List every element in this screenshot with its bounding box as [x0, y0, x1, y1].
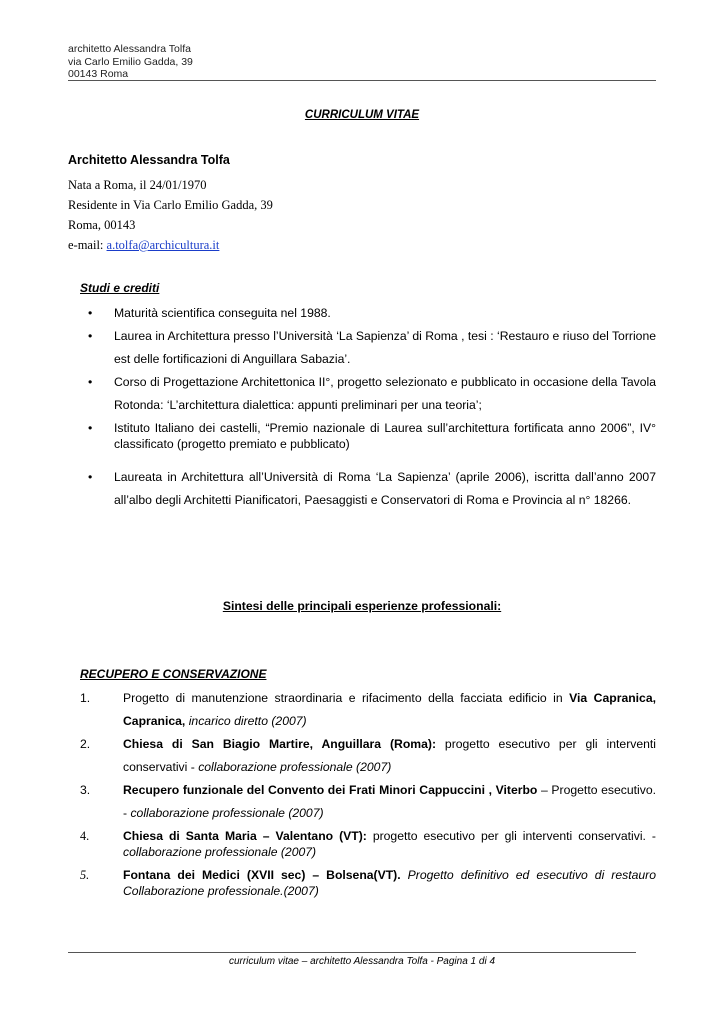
section-heading-sintesi: Sintesi delle principali esperienze professionali:	[222, 599, 502, 613]
birth-info: Nata a Roma, il 24/01/1970	[68, 178, 207, 192]
list-item: • Istituto Italiano dei castelli, “Premio nazionale di Laurea sull’architettura fortificata anno 2006”, IV° classificato (progetto premiato e pubblicato)	[88, 421, 656, 451]
bullet-icon: •	[88, 329, 93, 343]
email-line	[68, 235, 273, 255]
list-item: 4. Chiesa di Santa Maria – Valentano (VT): progetto esecutivo per gli interventi conservativi. - collaborazione professionale (2007)	[80, 829, 656, 859]
list-item: 5. Fontana dei Medici (XVII sec) – Bolsena(VT). Progetto definitivo ed esecutivo di restauro Collaborazione professionale.(2007)	[80, 868, 656, 898]
list-item: • Laureata in Architettura all’Università di Roma ‘La Sapienza’ (aprile 2006), iscritta dall’anno 2007 all’albo degli Architetti Pianificatori, Paesaggisti e Conservatori di Roma e Provincia al n° 18266.	[88, 466, 656, 512]
list-item: 2. Chiesa di San Biagio Martire, Anguillara (Roma): progetto esecutivo per gli interventi conservativi - collaborazione professionale (2007)	[80, 733, 656, 779]
item-number: 3.	[80, 783, 91, 797]
page-footer: curriculum vitae – architetto Alessandra Tolfa - Pagina 1 di 4	[228, 956, 496, 967]
list-item: • Laurea in Architettura presso l’Università ‘La Sapienza’ di Roma , tesi : ‘Restauro e riuso del Torrione est delle fortificazioni di Anguillara Sabazia’.	[88, 325, 656, 371]
list-item: 3. Recupero funzionale del Convento dei Frati Minori Cappuccini , Viterbo – Progetto esecutivo. - collaborazione professionale (2007)	[80, 779, 656, 825]
email-link[interactable]: a.tolfa@archicultura.it	[106, 238, 220, 252]
contact-block	[68, 175, 273, 255]
person-name: Architetto Alessandra Tolfa	[68, 153, 230, 167]
bullet-icon: •	[88, 470, 93, 484]
footer-divider	[68, 952, 636, 953]
studi-list	[88, 302, 656, 512]
header-name: architetto Alessandra Tolfa	[68, 43, 191, 55]
bullet-icon: •	[88, 375, 93, 389]
header-divider	[68, 80, 656, 81]
item-number: 5.	[80, 868, 90, 882]
recupero-list	[80, 687, 656, 899]
section-heading-recupero: RECUPERO E CONSERVAZIONE	[80, 667, 267, 681]
list-item: • Maturità scientifica conseguita nel 1988.	[88, 302, 656, 325]
header-city: 00143 Roma	[68, 68, 129, 80]
email-label: e-mail:	[68, 238, 107, 252]
page-header	[68, 43, 193, 81]
header-street: via Carlo Emilio Gadda, 39	[68, 55, 193, 68]
bullet-icon: •	[88, 306, 93, 320]
list-item: 1. Progetto di manutenzione straordinaria e rifacimento della facciata edificio in Via Capranica, Capranica, incarico diretto (2007)	[80, 687, 656, 733]
residence-info: Residente in Via Carlo Emilio Gadda, 39	[68, 198, 273, 212]
document-title: CURRICULUM VITAE	[304, 109, 420, 121]
list-item: • Corso di Progettazione Architettonica II°, progetto selezionato e pubblicato in occasione della Tavola Rotonda: ‘L’architettura dialettica: appunti preliminari per una teoria’;	[88, 371, 656, 417]
item-number: 2.	[80, 737, 91, 751]
section-heading-studi: Studi e crediti	[80, 281, 160, 295]
city-info: Roma, 00143	[68, 218, 136, 232]
item-number: 4.	[80, 829, 90, 843]
item-number: 1.	[80, 691, 91, 705]
bullet-icon: •	[88, 421, 93, 435]
